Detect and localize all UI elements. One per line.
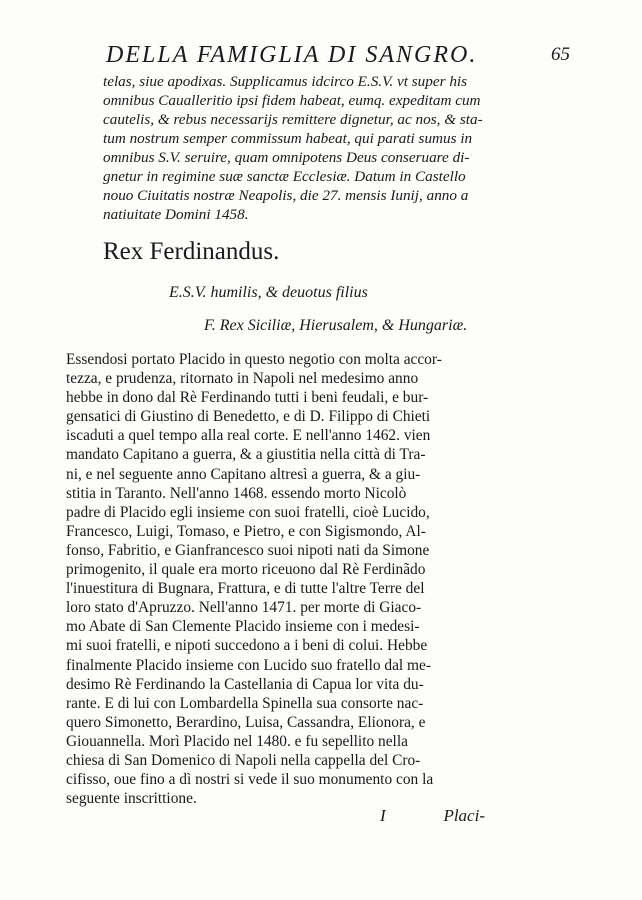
body-line: quero Simonetto, Berardino, Luisa, Cassandra, Elionora, e: [66, 713, 426, 731]
body-line: gensatici di Giustino di Benedetto, e di D. Filippo di Chieti: [66, 408, 431, 426]
body-line: hebbe in dono dal Rè Ferdinando tutti i beni feudali, e bur-: [66, 389, 429, 407]
body-line: ni, e nel seguente anno Capitano altresì a guerra, & a giu-: [66, 465, 421, 483]
body-line: l'inuestitura di Bugnara, Frattura, e di tutte l'altre Terre del: [66, 580, 425, 598]
signature-line-2: F. Rex Siciliæ, Hierusalem, & Hungariæ.: [204, 317, 468, 334]
body-line: mi suoi fratelli, e nipoti succedono a i beni di colui. Hebbe: [66, 637, 428, 655]
body-line: rante. E di lui con Lombardella Spinella sua consorte nac-: [66, 694, 424, 712]
latin-line: nouo Ciuitatis nostræ Neapolis, die 27. mensis Iunij, anno a: [103, 187, 469, 204]
body-line: iscaduti a quel tempo alla real corte. E nell'anno 1462. vien: [66, 427, 431, 445]
latin-line: tum nostrum semper commissum habeat, qui parati sumus in: [103, 130, 473, 147]
body-line: chiesa di San Domenico di Napoli nella cappella del Cro-: [66, 751, 421, 769]
page-footer: [380, 806, 485, 830]
latin-line: cautelis, & rebus necessarijs remittere dignetur, ac nos, & sta-: [103, 111, 483, 128]
latin-line: gnetur in regimine suæ sanctæ Ecclesiæ. Datum in Castello: [103, 168, 466, 185]
body-line: mandato Capitano a guerra, & a giustitia nella città di Tra-: [66, 446, 426, 464]
latin-letter-text: [103, 72, 503, 224]
body-line: Essendosi portato Placido in questo negotio con molta accor-: [66, 351, 442, 368]
body-line: padre di Placido egli insieme con suoi fratelli, cioè Lucido,: [66, 503, 430, 521]
running-title: DELLA FAMIGLIA DI SANGRO.: [106, 42, 478, 68]
body-line: Giouannella. Morì Placido nel 1480. e fu sepellito nella: [66, 732, 408, 750]
signature-line-1: E.S.V. humilis, & deuotus filius: [169, 284, 368, 301]
body-line: seguente inscrittione.: [66, 790, 197, 808]
body-line: fonso, Fabritio, e Gianfrancesco suoi nipoti nati da Simone: [66, 541, 430, 559]
body-line: loro stato d'Apruzzo. Nell'anno 1471. per morte di Giaco-: [66, 599, 422, 617]
body-line: tezza, e prudenza, ritornato in Napoli nel medesimo anno: [66, 370, 419, 388]
body-line: mo Abate di San Clemente Placido insieme con i medesi-: [66, 618, 420, 636]
body-line: stitia in Taranto. Nell'anno 1468. essendo morto Nicolò: [66, 484, 407, 502]
page-number: 65: [551, 44, 570, 65]
body-text: [66, 350, 486, 808]
signature-mark: I: [380, 806, 386, 825]
body-line: Francesco, Luigi, Tomaso, e Pietro, e con Sigismondo, Al-: [66, 522, 426, 540]
latin-line: omnibus Caualleritio ipsi fidem habeat, eumq. expeditam cum: [103, 92, 481, 109]
body-line: cifisso, oue fino a dì nostri si vede il suo monumento con la: [66, 771, 434, 789]
body-line: desimo Rè Ferdinando la Castellania di Capua lor vita du-: [66, 675, 424, 693]
latin-line: natiuitate Domini 1458.: [103, 206, 249, 223]
latin-line: telas, siue apodixas. Supplicamus idcirco E.S.V. vt super his: [103, 73, 468, 90]
section-heading: Rex Ferdinandus.: [103, 238, 280, 265]
body-line: finalmente Placido insieme con Lucido suo fratello dal me-: [66, 656, 431, 674]
catchword: Placi-: [443, 806, 485, 825]
body-line: primogenito, il quale era morto riceuono dal Rè Ferdinãdo: [66, 561, 426, 579]
latin-line: omnibus S.V. seruire, quam omnipotens Deus conseruare di-: [103, 149, 470, 166]
running-header: [100, 42, 570, 72]
